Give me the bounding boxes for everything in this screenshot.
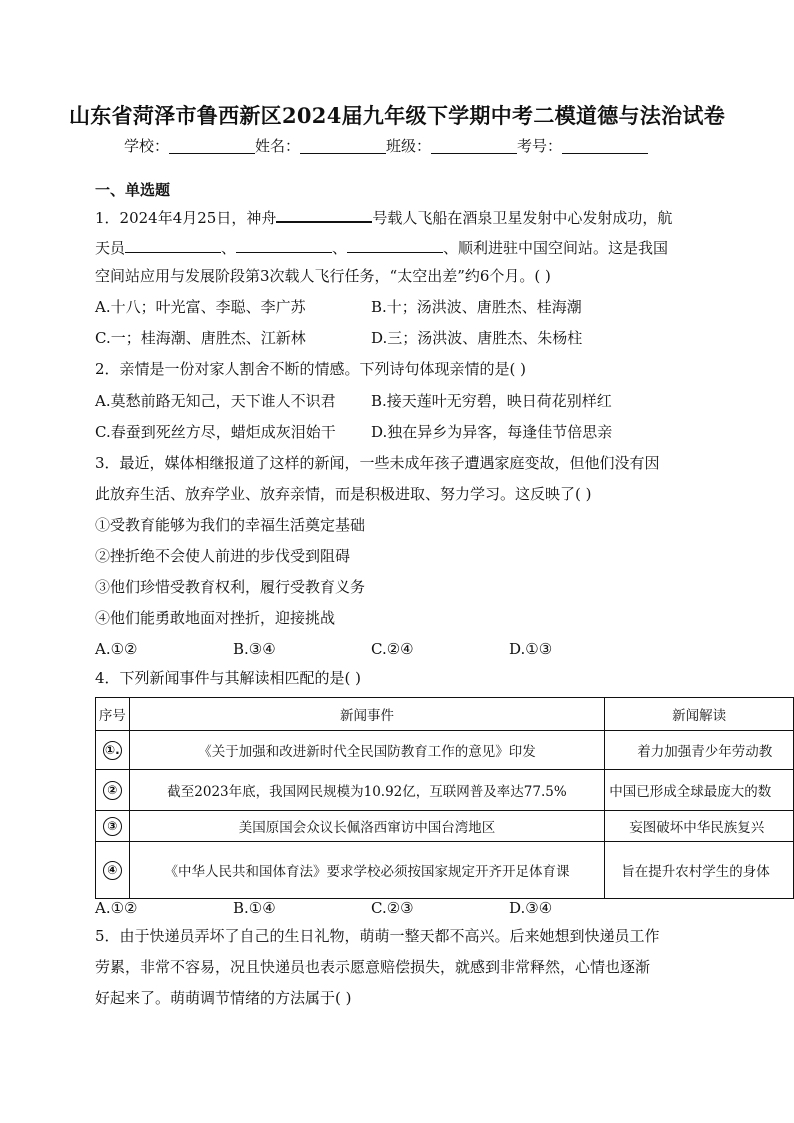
q3-option-c[interactable]: C.②④ — [371, 640, 414, 658]
q1-text-b: 号载人飞船在酒泉卫星发射中心发射成功，航 — [372, 209, 673, 227]
row-number-label: ④ — [103, 861, 122, 880]
q3-option-d[interactable]: D.①③ — [509, 640, 553, 658]
q1-sep-2: 、 — [332, 239, 348, 257]
school-label: 学校： — [124, 137, 170, 155]
q2-option-b[interactable]: B.接天莲叶无穷碧，映日荷花别样红 — [371, 392, 612, 410]
q4-option-d[interactable]: D.③④ — [509, 899, 553, 917]
q3-option-b[interactable]: B.③④ — [233, 640, 276, 658]
row-reading: 中国已形成全球最庞大的数 — [605, 770, 794, 811]
q1-option-a[interactable]: A.十八；叶光富、李聪、李广苏 — [95, 298, 306, 316]
name-field[interactable] — [300, 138, 386, 154]
q1-text-c: 天员 — [95, 239, 126, 257]
row-reading: 旨在提升农村学生的身体 — [605, 842, 794, 899]
row-number — [96, 770, 130, 811]
class-label: 班级： — [386, 137, 432, 155]
row-number — [96, 731, 130, 770]
q3-statement-3: ③他们珍惜受教育权利，履行受教育义务 — [95, 578, 366, 596]
q3-option-a[interactable]: A.①② — [95, 640, 138, 658]
q3-statement-4: ④他们能勇敢地面对挫折，迎接挑战 — [95, 609, 336, 627]
q1-sep-1: 、 — [221, 239, 237, 257]
row-reading: 妄图破坏中华民族复兴 — [605, 811, 794, 842]
q4-stem: 4．下列新闻事件与其解读相匹配的是( ) — [95, 669, 362, 687]
q3-line2: 此放弃生活、放弃学业、放弃亲情，而是积极进取、努力学习。这反映了( ) — [95, 485, 592, 503]
row-reading: 着力加强青少年劳动教 — [605, 731, 794, 770]
name-label: 姓名： — [255, 137, 301, 155]
header-no: 序号 — [96, 698, 130, 731]
q1-line1 — [95, 207, 672, 226]
row-event: 截至2023年底，我国网民规模为10.92亿，互联网普及率达77.5% — [129, 770, 605, 811]
q5-line3: 好起来了。萌萌调节情绪的方法属于( ) — [95, 989, 352, 1007]
row-number — [96, 811, 130, 842]
student-info-line — [124, 138, 648, 154]
row-number-label: ③ — [103, 817, 122, 836]
q2-option-a[interactable]: A.莫愁前路无知己，天下谁人不识君 — [95, 392, 336, 410]
section-heading: 一、单选题 — [95, 181, 171, 199]
q1-line2 — [95, 238, 668, 256]
q2-option-d[interactable]: D.独在异乡为异客，每逢佳节倍思亲 — [371, 423, 613, 441]
table-row — [96, 770, 794, 811]
row-number-label: ② — [103, 781, 122, 800]
class-field[interactable] — [431, 138, 517, 154]
header-reading: 新闻解读 — [605, 698, 794, 731]
table-row — [96, 731, 794, 770]
row-event: 美国原国会众议长佩洛西窜访中国台湾地区 — [129, 811, 605, 842]
number-label: 考号： — [517, 137, 563, 155]
table-row — [96, 842, 794, 899]
row-event: 《中华人民共和国体育法》要求学校必须按国家规定开齐开足体育课 — [129, 842, 605, 899]
q3-statement-1: ①受教育能够为我们的幸福生活奠定基础 — [95, 516, 366, 534]
q1-blank-3[interactable] — [236, 238, 332, 253]
q1-option-b[interactable]: B.十；汤洪波、唐胜杰、桂海潮 — [371, 298, 582, 316]
school-field[interactable] — [169, 138, 255, 154]
q4-option-c[interactable]: C.②③ — [371, 899, 414, 917]
q1-blank-1[interactable] — [276, 207, 372, 223]
q4-option-a[interactable]: A.①② — [95, 899, 138, 917]
q1-option-c[interactable]: C.一；桂海潮、唐胜杰、江新林 — [95, 329, 306, 347]
q3-line1: 3．最近，媒体相继报道了这样的新闻，一些未成年孩子遭遇家庭变故，但他们没有因 — [95, 454, 660, 472]
q2-option-c[interactable]: C.春蚕到死丝方尽，蜡炬成灰泪始干 — [95, 423, 336, 441]
q1-line3: 空间站应用与发展阶段第3次载人飞行任务，“太空出差”约6个月。( ) — [95, 267, 551, 285]
q1-blank-2[interactable] — [125, 238, 221, 253]
number-field[interactable] — [562, 138, 648, 154]
header-event: 新闻事件 — [129, 698, 605, 731]
row-number — [96, 842, 130, 899]
q4-option-b[interactable]: B.①④ — [233, 899, 276, 917]
news-table — [95, 697, 794, 899]
q2-stem: 2．亲情是一份对家人割舍不断的情感。下列诗句体现亲情的是( ) — [95, 360, 527, 378]
q1-text-a: 1．2024年4月25日，神舟 — [95, 209, 277, 227]
q1-option-d[interactable]: D.三；汤洪波、唐胜杰、朱杨柱 — [371, 329, 583, 347]
table-row — [96, 811, 794, 842]
q1-blank-4[interactable] — [347, 238, 443, 253]
table-header-row — [96, 698, 794, 731]
row-event: 《关于加强和改进新时代全民国防教育工作的意见》印发 — [129, 731, 605, 770]
q5-line1: 5．由于快递员弄坏了自己的生日礼物，萌萌一整天都不高兴。后来她想到快递员工作 — [95, 927, 660, 945]
q5-line2: 劳累，非常不容易，况且快递员也表示愿意赔偿损失，就感到非常释然，心情也逐渐 — [95, 958, 651, 976]
exam-title: 山东省菏泽市鲁西新区2024届九年级下学期中考二模道德与法治试卷 — [68, 103, 726, 128]
row-number-label: ①. — [103, 741, 122, 760]
q3-statement-2: ②挫折绝不会使人前进的步伐受到阻碍 — [95, 547, 351, 565]
q1-text-d: 、顺利进驻中国空间站。这是我国 — [443, 239, 669, 257]
